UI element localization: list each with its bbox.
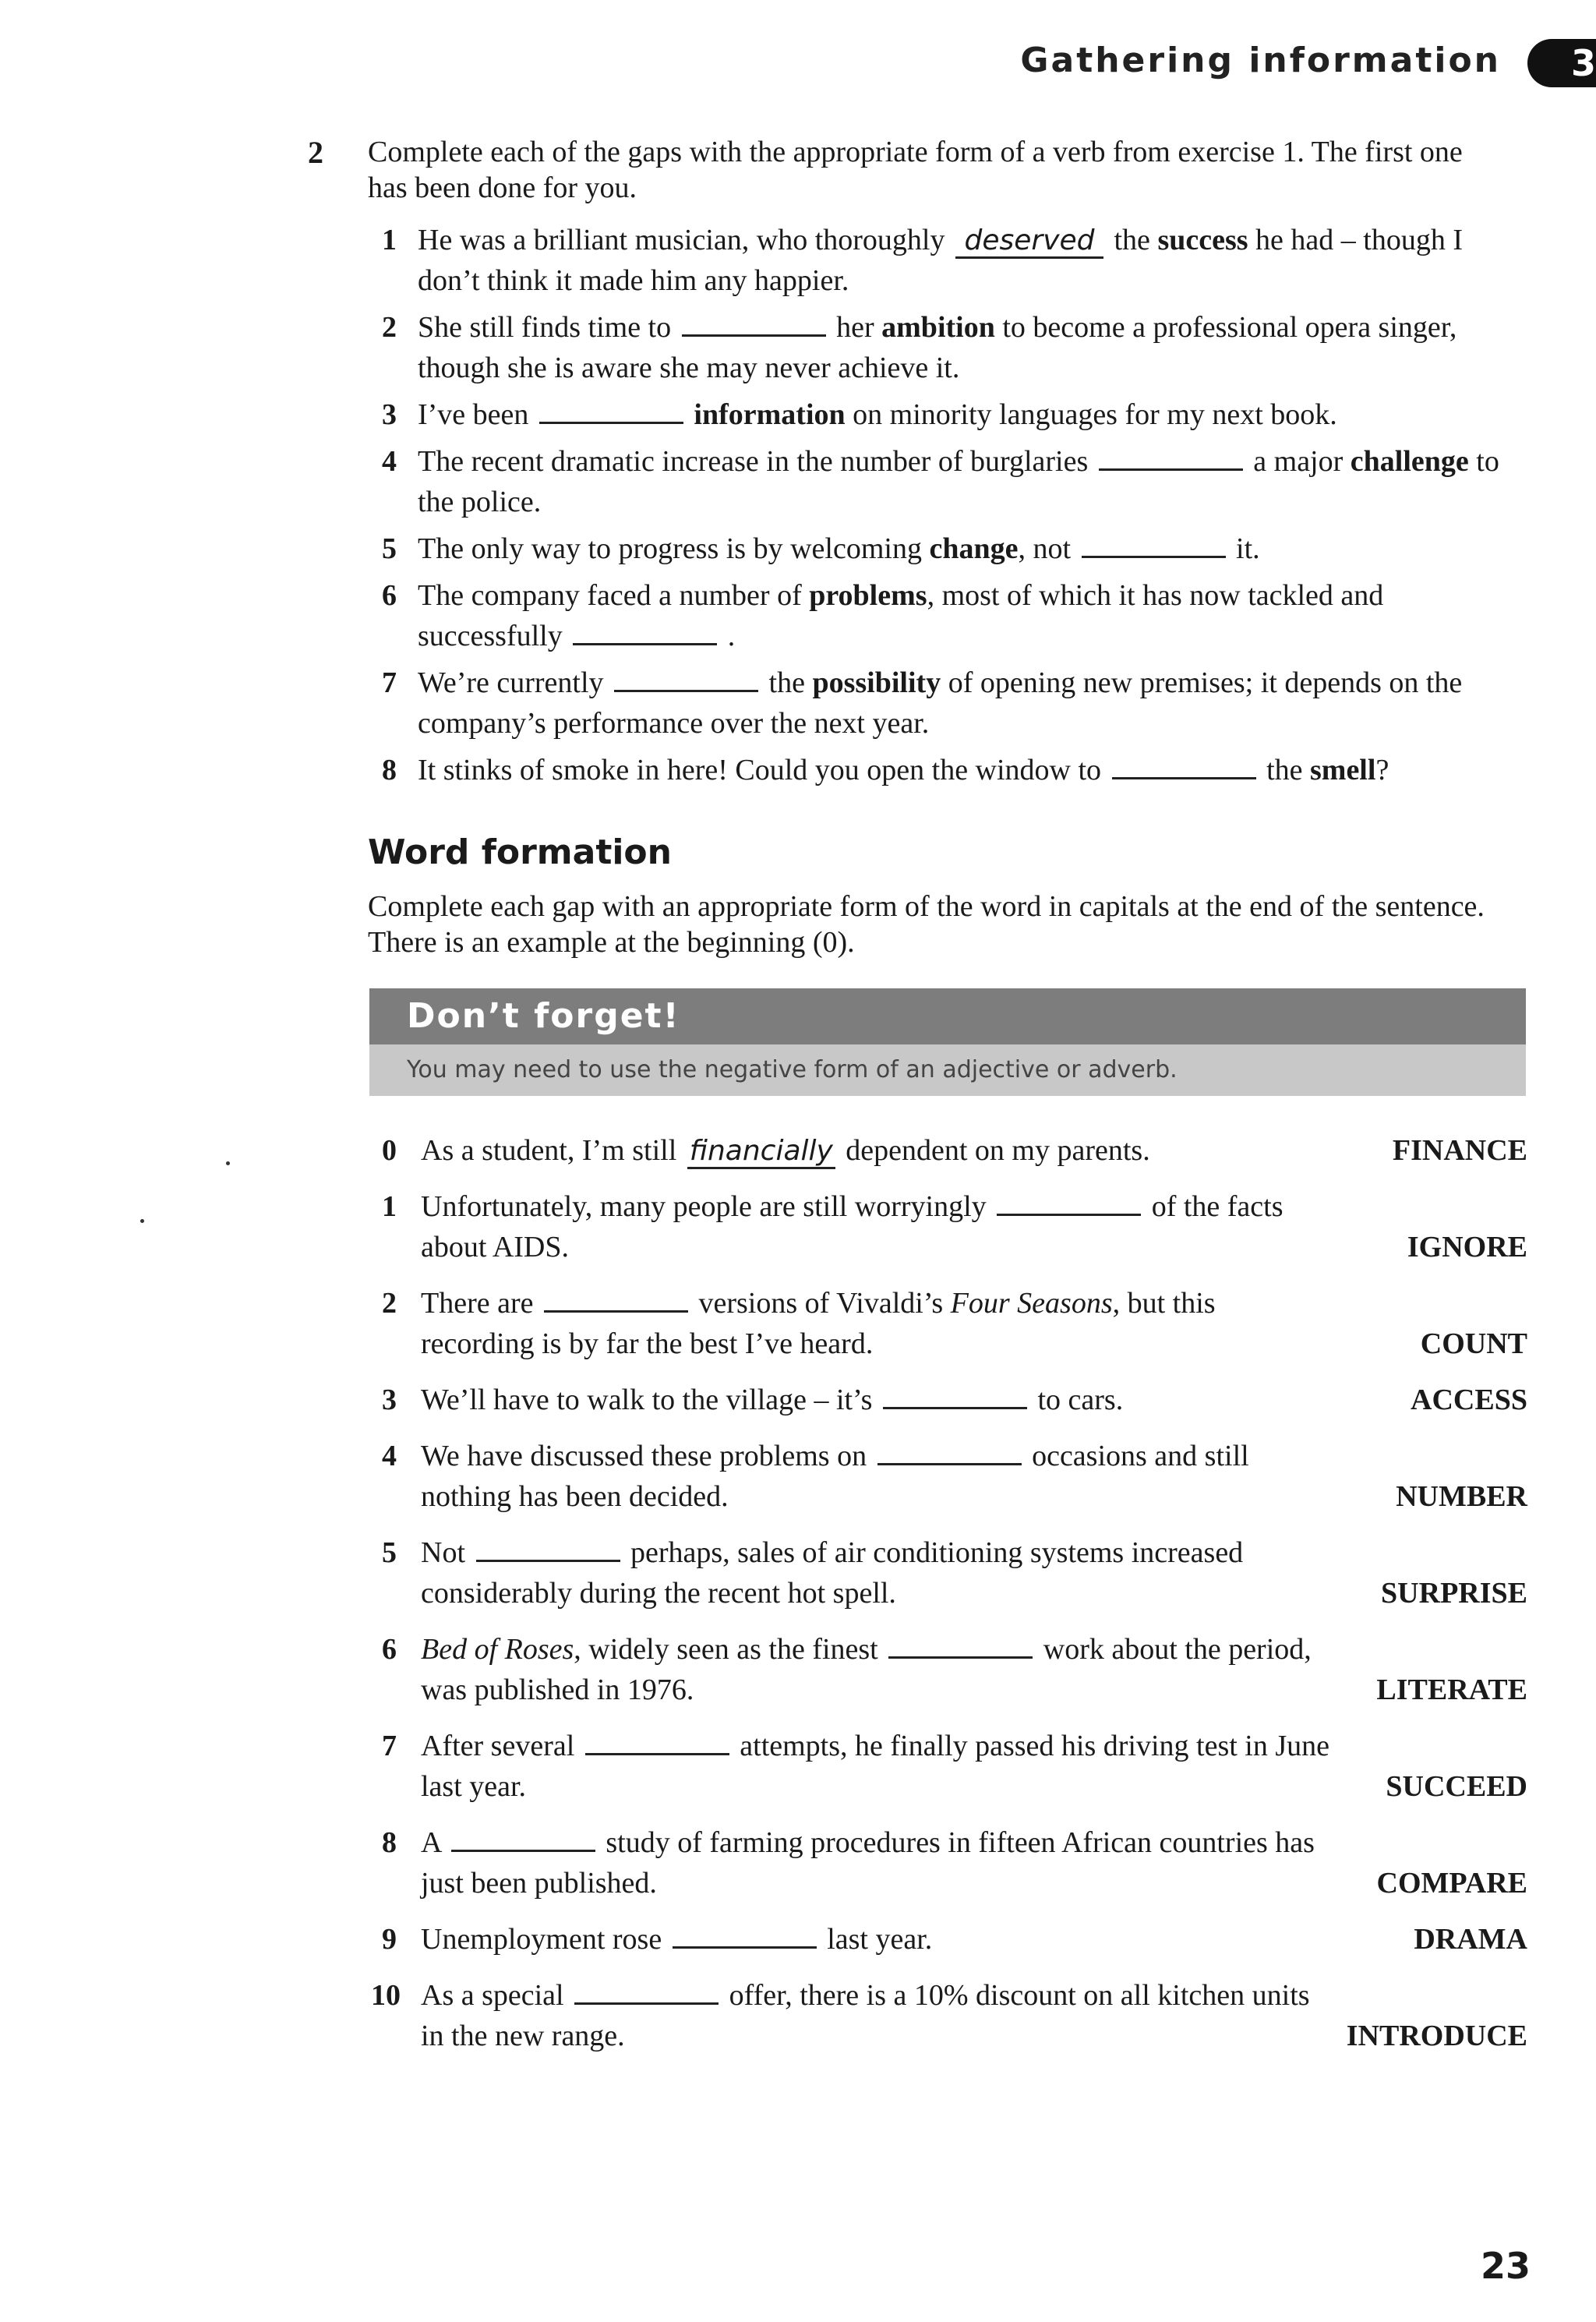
list-item — [371, 1975, 1527, 2056]
key-word: SUCCEED — [1386, 1770, 1527, 1803]
answer-blank[interactable] — [573, 617, 717, 645]
keyword: ambition — [881, 311, 995, 344]
answer-blank[interactable] — [997, 1187, 1141, 1216]
item-text: to become a professional opera singer, though she is aware she may never achieve it. — [418, 311, 1457, 384]
item-number: 9 — [382, 1923, 397, 1956]
item-text: to the police. — [418, 445, 1499, 518]
answer-blank[interactable] — [877, 1437, 1022, 1465]
item-text: After several — [421, 1730, 575, 1762]
answer-blank[interactable] — [1099, 442, 1243, 471]
key-word: IGNORE — [1407, 1231, 1527, 1263]
item-text: As a student, I’m still — [421, 1134, 677, 1167]
answer-blank[interactable] — [585, 1726, 729, 1755]
item-text: the — [1266, 754, 1303, 786]
item-text: It stinks of smoke in here! Could you open the window to — [418, 754, 1102, 786]
item-text: A — [421, 1826, 441, 1859]
list-item — [382, 394, 1520, 435]
item-number: 4 — [382, 1440, 397, 1472]
answer-blank[interactable] — [883, 1380, 1027, 1409]
item-number: 8 — [382, 754, 397, 786]
list-item — [382, 575, 1520, 656]
list-item — [382, 1919, 1527, 1960]
item-text: last year. — [827, 1923, 933, 1956]
list-item — [382, 1283, 1527, 1364]
key-word: COMPARE — [1376, 1867, 1527, 1900]
list-item — [382, 220, 1520, 301]
scan-speck — [226, 1161, 230, 1165]
item-title: Four Seasons — [950, 1287, 1113, 1320]
item-text: her — [836, 311, 874, 344]
item-text: , not — [1018, 532, 1072, 565]
item-number: 5 — [382, 532, 397, 565]
item-number: 3 — [382, 1384, 397, 1416]
item-text: . — [727, 620, 736, 652]
item-text: versions of Vivaldi’s — [698, 1287, 944, 1320]
item-text: I’ve been — [418, 398, 529, 431]
item-text: dependent on my parents. — [846, 1134, 1150, 1167]
item-text: , widely seen as the finest — [574, 1633, 878, 1666]
list-item — [382, 528, 1520, 569]
item-text: He was a brilliant musician, who thoroughly — [418, 224, 945, 256]
scan-speck — [140, 1219, 144, 1223]
keyword: possibility — [812, 666, 941, 699]
item-number: 4 — [382, 445, 397, 478]
item-text: offer, there is a 10% discount on all kitchen units in the new range. — [421, 1979, 1310, 2052]
item-text: to cars. — [1037, 1384, 1124, 1416]
keyword: success — [1157, 224, 1248, 256]
item-text: We’re currently — [418, 666, 604, 699]
item-text: The recent dramatic increase in the number of burglaries — [418, 445, 1089, 478]
item-number: 0 — [382, 1134, 397, 1167]
item-text: The company faced a number of — [418, 579, 802, 612]
exercise-number: 2 — [308, 135, 323, 170]
list-item — [382, 1822, 1527, 1903]
item-text: on minority languages for my next book. — [853, 398, 1337, 431]
key-word: DRAMA — [1414, 1923, 1527, 1956]
word-formation-items — [371, 1130, 1527, 2072]
item-text: , but this recording is by far the best I’ve heard. — [421, 1287, 1216, 1360]
answer-blank[interactable] — [1082, 529, 1226, 558]
item-text: work about the period, was published in 1976. — [421, 1633, 1312, 1706]
list-item — [382, 1532, 1527, 1613]
item-text: , most of which it has now tackled and successfully — [418, 579, 1384, 652]
list-item — [382, 1726, 1527, 1807]
item-text: it. — [1236, 532, 1260, 565]
answer-field[interactable]: deserved — [955, 225, 1103, 259]
key-word: NUMBER — [1396, 1480, 1527, 1513]
list-item — [382, 1629, 1527, 1710]
item-text: study of farming procedures in fifteen African countries has just been published. — [421, 1826, 1315, 1900]
item-text: Unfortunately, many people are still worryingly — [421, 1190, 987, 1223]
list-item — [382, 1130, 1527, 1171]
item-number: 8 — [382, 1826, 397, 1859]
item-text: perhaps, sales of air conditioning systems increased considerably during the recent hot spell. — [421, 1536, 1244, 1610]
dont-forget-title: Don’t forget! — [369, 988, 1526, 1044]
keyword: problems — [809, 579, 927, 612]
item-title: Bed of Roses — [421, 1633, 574, 1666]
keyword: challenge — [1350, 445, 1469, 478]
answer-blank[interactable] — [1112, 751, 1256, 779]
item-number: 7 — [382, 666, 397, 699]
item-text: he had – though I don’t think it made him any happier. — [418, 224, 1463, 297]
section-instruction: Complete each gap with an appropriate form of the word in capitals at the end of the sentence. There is an example at the beginning (0). — [368, 890, 1485, 959]
page-number: 23 — [1480, 2245, 1531, 2287]
answer-blank[interactable] — [574, 1976, 719, 2005]
item-text: occasions and still nothing has been decided. — [421, 1440, 1249, 1513]
item-text: of opening new premises; it depends on the company’s performance over the next year. — [418, 666, 1463, 740]
chapter-tab — [1527, 39, 1596, 87]
section-heading: Word formation — [368, 832, 672, 872]
keyword: information — [694, 398, 846, 431]
list-item — [382, 1186, 1527, 1267]
item-number: 7 — [382, 1730, 397, 1762]
list-item — [382, 441, 1520, 522]
item-number: 1 — [382, 1190, 397, 1223]
item-text: a major — [1253, 445, 1344, 478]
item-text: the — [1114, 224, 1150, 256]
answer-blank[interactable] — [539, 395, 683, 424]
list-item — [382, 1436, 1527, 1517]
item-number: 2 — [382, 311, 397, 344]
key-word: INTRODUCE — [1346, 2020, 1527, 2052]
item-text: attempts, he finally passed his driving test in June last year. — [421, 1730, 1329, 1803]
item-text: Not — [421, 1536, 465, 1569]
item-text: the — [768, 666, 805, 699]
chapter-number: 3 — [1571, 42, 1596, 84]
item-number: 1 — [382, 224, 397, 256]
item-number: 10 — [371, 1979, 401, 2012]
answer-blank[interactable] — [451, 1823, 595, 1852]
key-word: SURPRISE — [1381, 1577, 1527, 1610]
answer-blank[interactable] — [476, 1533, 620, 1562]
answer-blank[interactable] — [544, 1284, 688, 1313]
answer-blank[interactable] — [614, 663, 758, 692]
header-title: Gathering information — [1020, 41, 1501, 80]
list-item — [382, 307, 1520, 388]
keyword: smell — [1310, 754, 1376, 786]
answer-field[interactable]: financially — [687, 1136, 835, 1169]
answer-blank[interactable] — [673, 1920, 817, 1949]
item-text: The only way to progress is by welcoming — [418, 532, 922, 565]
item-text: We’ll have to walk to the village – it’s — [421, 1384, 873, 1416]
key-word: LITERATE — [1376, 1673, 1527, 1706]
item-text: She still finds time to — [418, 311, 672, 344]
item-text: of the facts about AIDS. — [421, 1190, 1284, 1263]
item-text: There are — [421, 1287, 534, 1320]
list-item — [382, 1380, 1527, 1420]
item-number: 3 — [382, 398, 397, 431]
item-number: 6 — [382, 579, 397, 612]
answer-blank[interactable] — [682, 308, 826, 337]
exercise-instruction: Complete each of the gaps with the appropriate form of a verb from exercise 1. The first one has been done for you. — [368, 136, 1463, 204]
answer-blank[interactable] — [888, 1630, 1033, 1659]
item-number: 5 — [382, 1536, 397, 1569]
item-text: As a special — [421, 1979, 564, 2012]
list-item — [382, 663, 1520, 744]
item-number: 2 — [382, 1287, 397, 1320]
exercise-items — [382, 220, 1520, 797]
list-item — [382, 750, 1520, 790]
key-word: COUNT — [1420, 1327, 1527, 1360]
dont-forget-box — [369, 988, 1526, 1096]
keyword: change — [929, 532, 1019, 565]
item-number: 6 — [382, 1633, 397, 1666]
item-text: Unemployment rose — [421, 1923, 662, 1956]
dont-forget-text: You may need to use the negative form of an adjective or adverb. — [407, 1056, 1178, 1083]
key-word: ACCESS — [1411, 1384, 1527, 1416]
item-text: ? — [1375, 754, 1389, 786]
item-text: We have discussed these problems on — [421, 1440, 867, 1472]
key-word: FINANCE — [1392, 1134, 1527, 1167]
